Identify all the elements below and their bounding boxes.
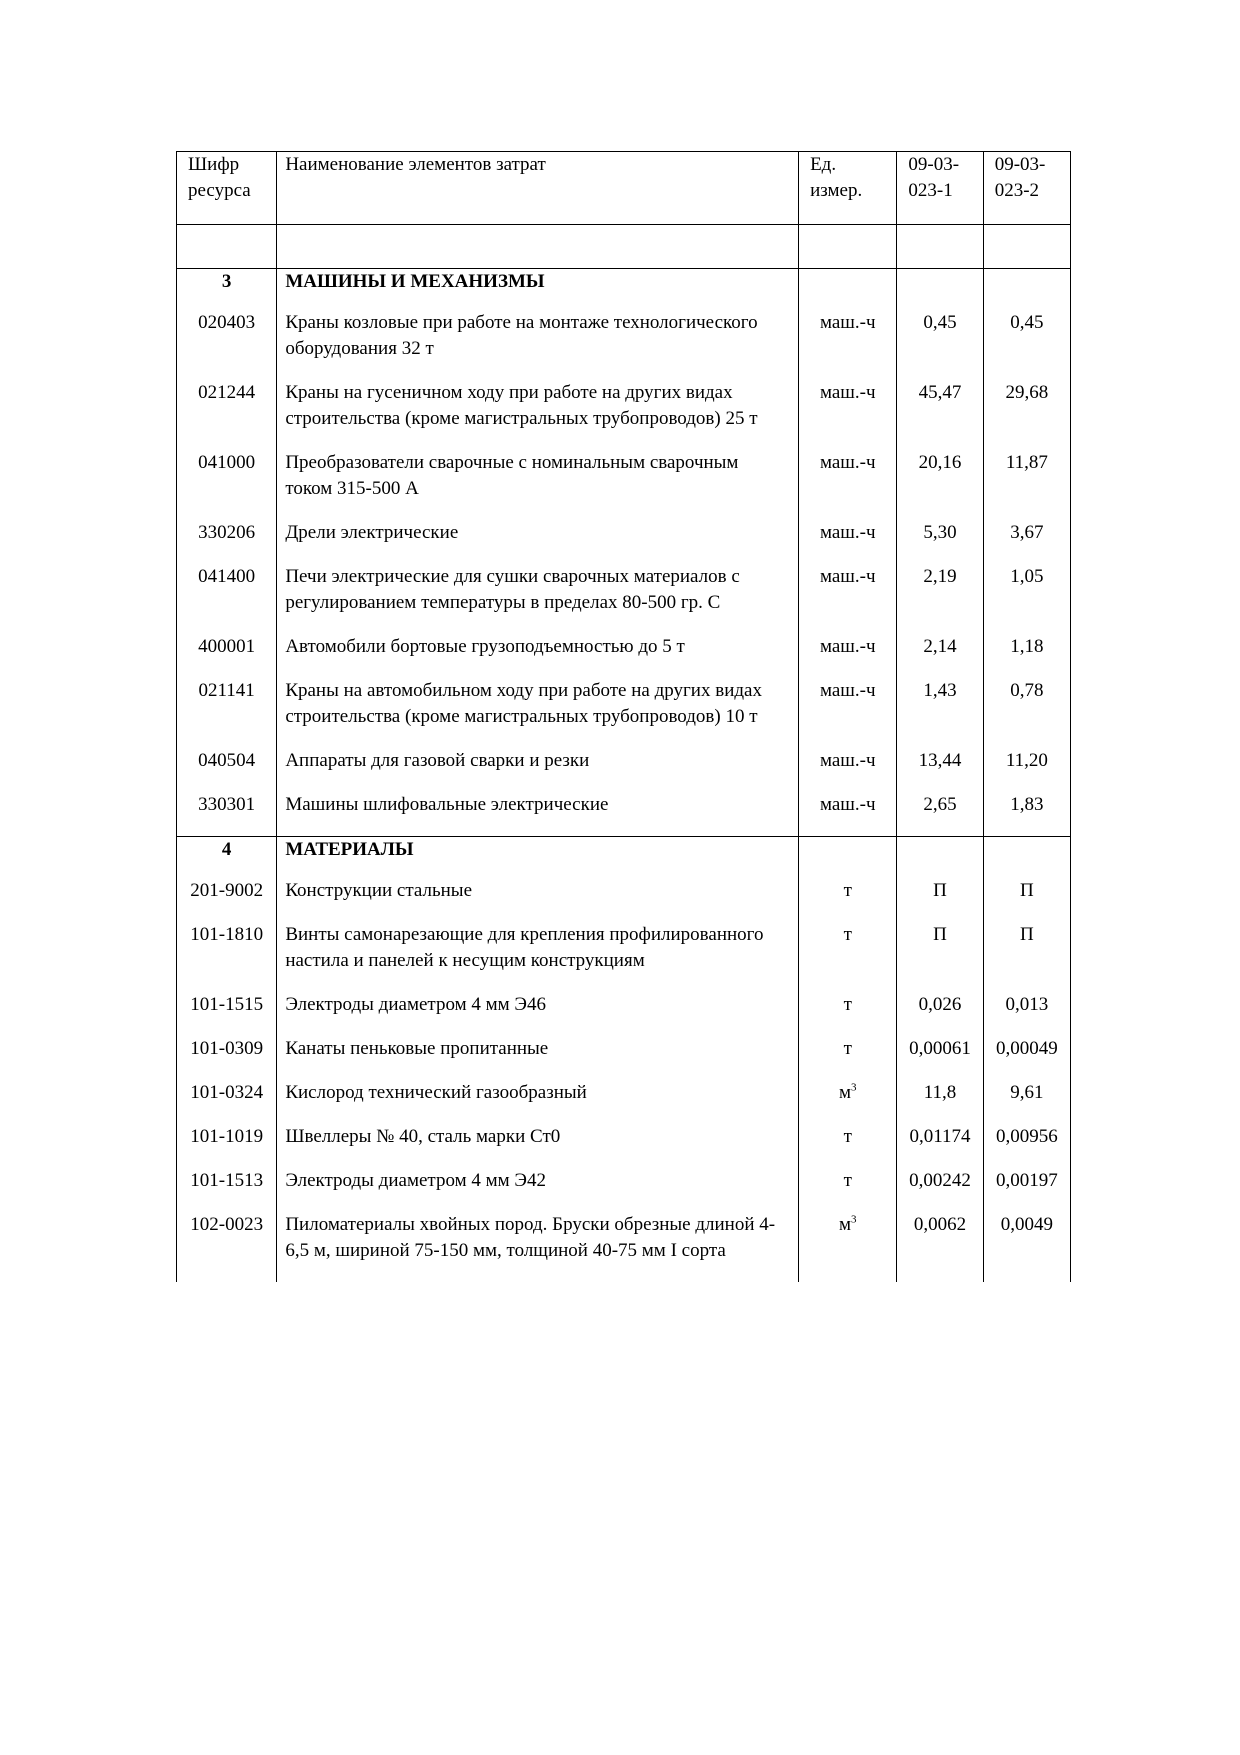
- table-row: [177, 748, 1071, 792]
- cost-element-name: Электроды диаметром 4 мм Э42: [285, 1170, 546, 1191]
- unit-cell: [799, 450, 897, 520]
- section-row: [177, 837, 1071, 879]
- cost-table-body: [177, 152, 1071, 1283]
- resource-code: 041000: [198, 452, 256, 473]
- resource-code: 101-1515: [190, 994, 264, 1015]
- value-09-03-023-1: 0,026: [918, 994, 962, 1015]
- value-09-03-023-2: 1,83: [1010, 794, 1044, 815]
- header-name-text: Наименование элементов затрат: [285, 154, 546, 175]
- value-09-03-023-2-cell: [983, 1124, 1070, 1168]
- unit-cell: [799, 310, 897, 380]
- unit-cell: [799, 1036, 897, 1080]
- table-row: [177, 564, 1071, 634]
- blank-cell: [983, 225, 1070, 269]
- value-09-03-023-2: 11,20: [1005, 750, 1048, 771]
- unit: маш.-ч: [819, 680, 876, 701]
- unit-cell: [799, 792, 897, 837]
- resource-code: 101-1019: [190, 1126, 264, 1147]
- unit-cell: [799, 1168, 897, 1212]
- value-09-03-023-2-cell: [983, 380, 1070, 450]
- section-empty-cell: [983, 269, 1070, 311]
- cost-element-name: Конструкции стальные: [285, 880, 473, 901]
- value-09-03-023-2: 0,45: [1010, 312, 1044, 333]
- resource-code: 021141: [198, 680, 255, 701]
- resource-code: 021244: [198, 382, 256, 403]
- resource-code-cell: [177, 564, 277, 634]
- cost-element-name: Аппараты для газовой сварки и резки: [285, 750, 590, 771]
- unit-superscript: 3: [851, 1213, 857, 1226]
- cost-element-name-cell: [277, 1212, 799, 1282]
- cost-element-name: Автомобили бортовые грузоподъемностью до 5 т: [285, 636, 685, 657]
- unit: маш.-ч: [819, 794, 876, 815]
- resource-code: 040504: [198, 750, 256, 771]
- value-09-03-023-1: 0,00061: [909, 1038, 971, 1059]
- value-09-03-023-2-cell: [983, 748, 1070, 792]
- value-09-03-023-2: 0,013: [1005, 994, 1049, 1015]
- value-09-03-023-1-cell: [897, 792, 983, 837]
- resource-code-cell: [177, 678, 277, 748]
- unit-cell: [799, 520, 897, 564]
- value-09-03-023-1: 0,0062: [913, 1214, 967, 1235]
- value-09-03-023-2: 9,61: [1010, 1082, 1044, 1103]
- cost-element-name-cell: [277, 520, 799, 564]
- table-row: [177, 380, 1071, 450]
- section-number: [177, 837, 277, 879]
- value-09-03-023-2-cell: [983, 450, 1070, 520]
- value-09-03-023-1: 2,65: [923, 794, 957, 815]
- cost-element-name: Краны на гусеничном ходу при работе на других видах строительства (кроме магистральных трубопроводов) 25 т: [285, 382, 758, 429]
- resource-code-cell: [177, 634, 277, 678]
- cost-element-name-cell: [277, 792, 799, 837]
- value-09-03-023-2-cell: [983, 310, 1070, 380]
- value-09-03-023-2-cell: [983, 1168, 1070, 1212]
- value-09-03-023-2: 1,18: [1010, 636, 1044, 657]
- table-row: [177, 878, 1071, 922]
- value-09-03-023-1-cell: [897, 310, 983, 380]
- value-09-03-023-1-cell: [897, 450, 983, 520]
- table-row: [177, 450, 1071, 520]
- resource-code-cell: [177, 1212, 277, 1282]
- value-09-03-023-1-cell: [897, 992, 983, 1036]
- table-row: [177, 678, 1071, 748]
- table-row: [177, 1036, 1071, 1080]
- cost-element-name: Швеллеры № 40, сталь марки Ст0: [285, 1126, 561, 1147]
- resource-code-cell: [177, 380, 277, 450]
- unit-cell: [799, 564, 897, 634]
- value-09-03-023-2: 11,87: [1005, 452, 1048, 473]
- value-09-03-023-1-cell: [897, 520, 983, 564]
- header-code: [177, 152, 277, 225]
- cost-element-name-cell: [277, 992, 799, 1036]
- table-row: [177, 1168, 1071, 1212]
- table-row: [177, 1124, 1071, 1168]
- value-09-03-023-1: 0,45: [923, 312, 957, 333]
- table-row: [177, 520, 1071, 564]
- value-09-03-023-2: 0,00197: [995, 1170, 1058, 1191]
- header-unit-text: Ед. измер.: [810, 154, 863, 201]
- header-code-text: Шифр ресурса: [188, 154, 251, 201]
- cost-element-name: Краны на автомобильном ходу при работе на других видах строительства (кроме магистральных трубопроводов) 10 т: [285, 680, 762, 727]
- value-09-03-023-2-cell: [983, 792, 1070, 837]
- section-number: [177, 269, 277, 311]
- value-09-03-023-2: 0,78: [1010, 680, 1044, 701]
- unit-cell: [799, 992, 897, 1036]
- value-09-03-023-1: 2,19: [923, 566, 957, 587]
- blank-cell: [897, 225, 983, 269]
- header-name: [277, 152, 799, 225]
- section-number-text: 4: [221, 839, 232, 860]
- value-09-03-023-1: 1,43: [923, 680, 957, 701]
- resource-code-cell: [177, 792, 277, 837]
- value-09-03-023-1-cell: [897, 1212, 983, 1282]
- value-09-03-023-2-cell: [983, 564, 1070, 634]
- value-09-03-023-1: 11,8: [923, 1082, 957, 1103]
- unit: т: [843, 1126, 852, 1147]
- cost-element-name: Кислород технический газообразный: [285, 1082, 587, 1103]
- value-09-03-023-2: 1,05: [1010, 566, 1044, 587]
- header-col2-text: 09-03-023-2: [994, 154, 1046, 201]
- cost-element-name-cell: [277, 1080, 799, 1124]
- resource-code-cell: [177, 878, 277, 922]
- resource-code-cell: [177, 748, 277, 792]
- unit-cell: [799, 1212, 897, 1282]
- value-09-03-023-2: 0,00956: [995, 1126, 1058, 1147]
- unit-cell: [799, 380, 897, 450]
- section-title: [277, 837, 799, 879]
- value-09-03-023-2-cell: [983, 992, 1070, 1036]
- value-09-03-023-1: П: [933, 880, 947, 901]
- unit: м: [838, 1214, 851, 1235]
- resource-code-cell: [177, 1080, 277, 1124]
- resource-code-cell: [177, 1036, 277, 1080]
- cost-element-name: Канаты пеньковые пропитанные: [285, 1038, 549, 1059]
- unit-cell: [799, 1124, 897, 1168]
- cost-element-name-cell: [277, 450, 799, 520]
- value-09-03-023-2: 3,67: [1010, 522, 1044, 543]
- section-row: [177, 269, 1071, 311]
- resource-code: 020403: [198, 312, 256, 333]
- value-09-03-023-1: 13,44: [918, 750, 962, 771]
- resource-code-cell: [177, 1124, 277, 1168]
- unit: т: [843, 880, 852, 901]
- cost-element-name-cell: [277, 380, 799, 450]
- cost-element-name: Машины шлифовальные электрические: [285, 794, 609, 815]
- unit: м: [838, 1082, 851, 1103]
- value-09-03-023-2-cell: [983, 922, 1070, 992]
- resource-code: 400001: [198, 636, 256, 657]
- value-09-03-023-1: 0,01174: [909, 1126, 971, 1147]
- resource-code-cell: [177, 992, 277, 1036]
- resource-code-cell: [177, 520, 277, 564]
- resource-code: 330206: [198, 522, 256, 543]
- unit: маш.-ч: [819, 312, 876, 333]
- value-09-03-023-1: 2,14: [923, 636, 957, 657]
- table-row: [177, 310, 1071, 380]
- cost-element-name: Краны козловые при работе на монтаже технологического оборудования 32 т: [285, 312, 758, 359]
- value-09-03-023-2: 0,0049: [1000, 1214, 1053, 1235]
- header-unit: [799, 152, 897, 225]
- value-09-03-023-1: П: [933, 924, 947, 945]
- cost-table: [176, 151, 1071, 1282]
- table-row: [177, 792, 1071, 837]
- header-col2: [983, 152, 1070, 225]
- resource-code-cell: [177, 450, 277, 520]
- blank-cell: [177, 225, 277, 269]
- value-09-03-023-1-cell: [897, 1036, 983, 1080]
- resource-code: 102-0023: [190, 1214, 264, 1235]
- cost-element-name: Печи электрические для сушки сварочных материалов с регулированием температуры в пределах 80-500 гр. С: [285, 566, 740, 613]
- cost-element-name-cell: [277, 748, 799, 792]
- section-empty-cell: [983, 837, 1070, 879]
- table-row: [177, 1212, 1071, 1282]
- cost-element-name: Электроды диаметром 4 мм Э46: [285, 994, 546, 1015]
- unit: маш.-ч: [819, 636, 876, 657]
- header-col1-text: 09-03-023-1: [908, 154, 960, 201]
- unit-cell: [799, 922, 897, 992]
- unit: т: [843, 1038, 852, 1059]
- cost-element-name-cell: [277, 564, 799, 634]
- cost-element-name-cell: [277, 1168, 799, 1212]
- unit: маш.-ч: [819, 382, 876, 403]
- resource-code-cell: [177, 922, 277, 992]
- table-row: [177, 922, 1071, 992]
- section-title-text: МАТЕРИАЛЫ: [285, 839, 414, 860]
- blank-cell: [799, 225, 897, 269]
- cost-element-name: Дрели электрические: [285, 522, 459, 543]
- cost-element-name: Винты самонарезающие для крепления профилированного настила и панелей к несущим конструкциям: [285, 924, 764, 971]
- value-09-03-023-2: П: [1019, 924, 1034, 945]
- value-09-03-023-1-cell: [897, 1124, 983, 1168]
- table-row: [177, 634, 1071, 678]
- blank-row: [177, 225, 1071, 269]
- unit-cell: [799, 634, 897, 678]
- value-09-03-023-2-cell: [983, 678, 1070, 748]
- section-title-text: МАШИНЫ И МЕХАНИЗМЫ: [285, 271, 545, 292]
- unit-cell: [799, 748, 897, 792]
- cost-element-name: Преобразователи сварочные с номинальным сварочным током 315-500 А: [285, 452, 739, 499]
- resource-code: 101-0309: [190, 1038, 264, 1059]
- value-09-03-023-2-cell: [983, 634, 1070, 678]
- value-09-03-023-1-cell: [897, 1080, 983, 1124]
- unit-cell: [799, 678, 897, 748]
- resource-code: 101-1810: [190, 924, 264, 945]
- value-09-03-023-2-cell: [983, 1080, 1070, 1124]
- unit: маш.-ч: [819, 566, 876, 587]
- header-col1: [897, 152, 983, 225]
- section-number-text: 3: [221, 271, 232, 292]
- resource-code: 101-0324: [190, 1082, 264, 1103]
- resource-code: 101-1513: [190, 1170, 264, 1191]
- unit: т: [843, 1170, 852, 1191]
- resource-code: 201-9002: [190, 880, 264, 901]
- value-09-03-023-1: 45,47: [918, 382, 962, 403]
- unit-cell: [799, 878, 897, 922]
- section-empty-cell: [897, 269, 983, 311]
- table-row: [177, 1080, 1071, 1124]
- value-09-03-023-2: П: [1019, 880, 1034, 901]
- value-09-03-023-2-cell: [983, 878, 1070, 922]
- table-row: [177, 992, 1071, 1036]
- section-empty-cell: [799, 837, 897, 879]
- value-09-03-023-1-cell: [897, 922, 983, 992]
- value-09-03-023-1: 20,16: [918, 452, 962, 473]
- value-09-03-023-1-cell: [897, 678, 983, 748]
- cost-element-name: Пиломатериалы хвойных пород. Бруски обрезные длиной 4-6,5 м, шириной 75-150 мм, толщиной 40-75 мм I сорта: [285, 1214, 776, 1261]
- value-09-03-023-1-cell: [897, 380, 983, 450]
- value-09-03-023-1-cell: [897, 634, 983, 678]
- value-09-03-023-1-cell: [897, 878, 983, 922]
- unit: маш.-ч: [819, 452, 876, 473]
- resource-code: 041400: [198, 566, 256, 587]
- cost-element-name-cell: [277, 1124, 799, 1168]
- resource-code-cell: [177, 310, 277, 380]
- value-09-03-023-1-cell: [897, 1168, 983, 1212]
- resource-code: 330301: [198, 794, 256, 815]
- section-empty-cell: [799, 269, 897, 311]
- value-09-03-023-1: 0,00242: [909, 1170, 971, 1191]
- value-09-03-023-2-cell: [983, 520, 1070, 564]
- cost-element-name-cell: [277, 310, 799, 380]
- cost-element-name-cell: [277, 878, 799, 922]
- header-row: [177, 152, 1071, 225]
- unit-superscript: 3: [851, 1081, 857, 1094]
- cost-element-name-cell: [277, 634, 799, 678]
- cost-element-name-cell: [277, 678, 799, 748]
- unit-cell: [799, 1080, 897, 1124]
- value-09-03-023-2-cell: [983, 1212, 1070, 1282]
- value-09-03-023-1-cell: [897, 564, 983, 634]
- unit: т: [843, 924, 852, 945]
- value-09-03-023-2-cell: [983, 1036, 1070, 1080]
- blank-cell: [277, 225, 799, 269]
- value-09-03-023-2: 0,00049: [995, 1038, 1058, 1059]
- unit: т: [843, 994, 852, 1015]
- value-09-03-023-2: 29,68: [1005, 382, 1049, 403]
- value-09-03-023-1-cell: [897, 748, 983, 792]
- unit: маш.-ч: [819, 522, 876, 543]
- value-09-03-023-1: 5,30: [923, 522, 957, 543]
- cost-element-name-cell: [277, 1036, 799, 1080]
- unit: маш.-ч: [819, 750, 876, 771]
- section-title: [277, 269, 799, 311]
- cost-element-name-cell: [277, 922, 799, 992]
- section-empty-cell: [897, 837, 983, 879]
- resource-code-cell: [177, 1168, 277, 1212]
